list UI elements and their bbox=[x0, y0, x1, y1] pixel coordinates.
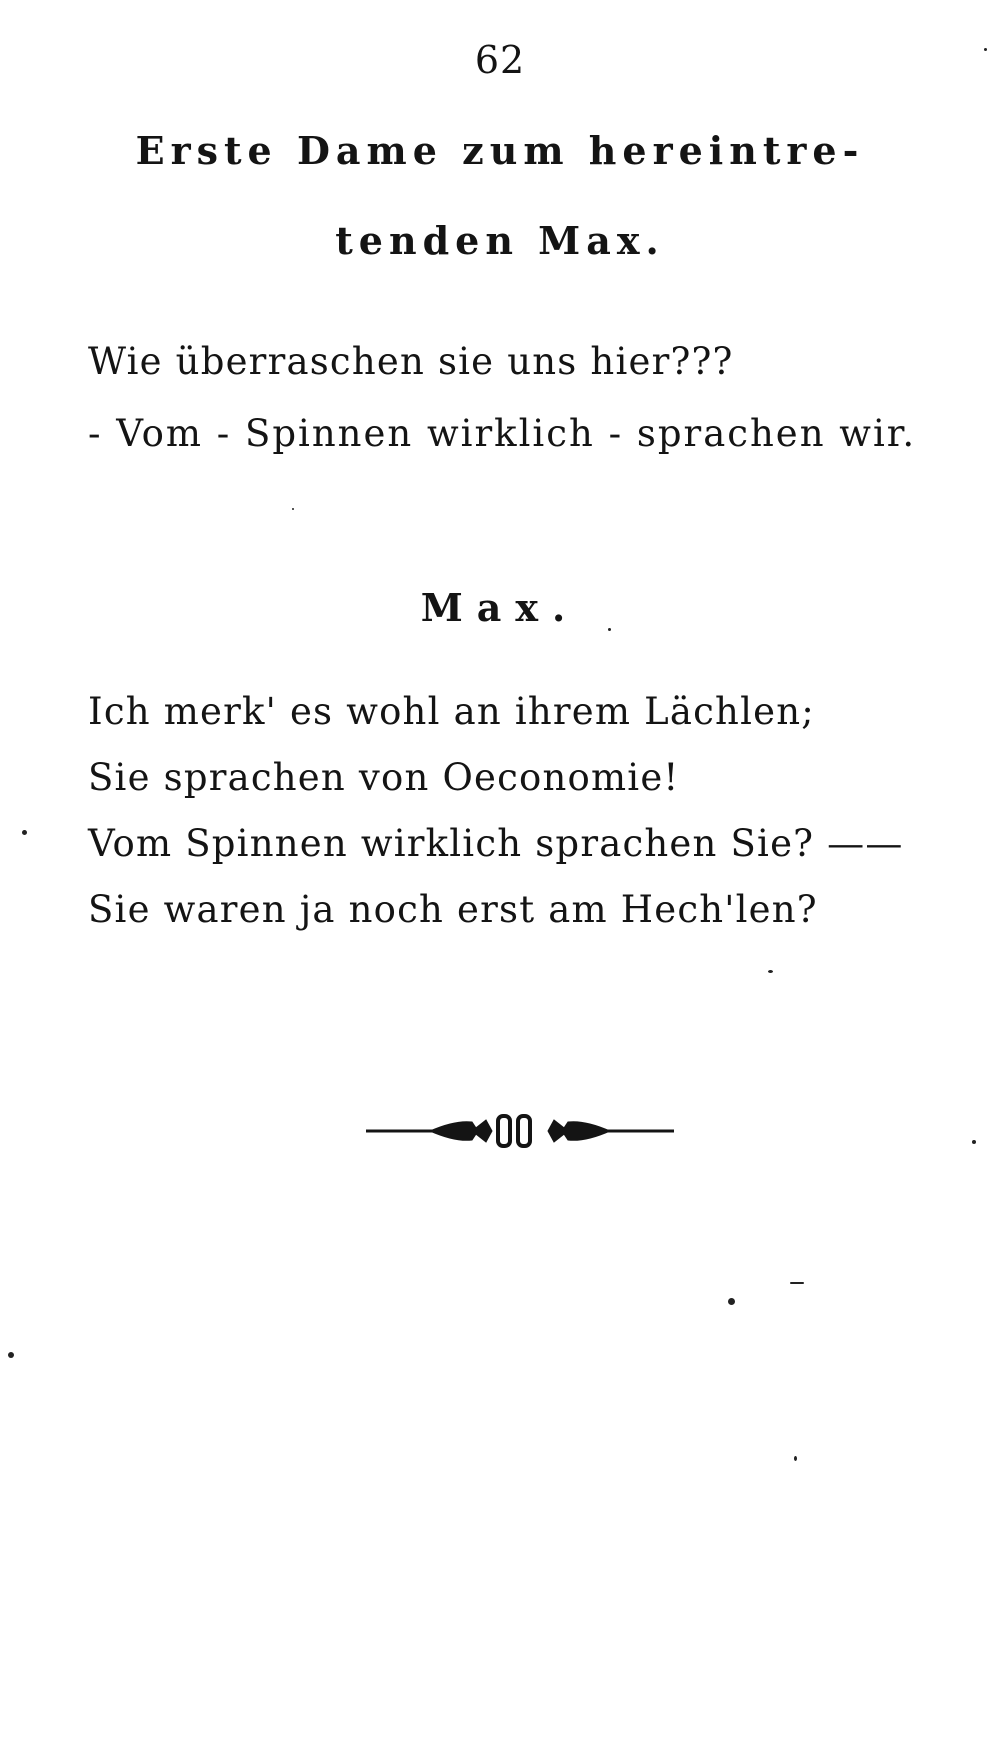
page-number: 62 bbox=[474, 38, 526, 82]
tailpiece-ornament-icon bbox=[360, 1108, 680, 1154]
verse-line: Vom Spinnen wirklich sprachen Sie? —— bbox=[88, 822, 904, 865]
verse-line: Ich merk' es wohl an ihrem Lächlen; bbox=[88, 690, 815, 733]
paper-speck bbox=[794, 1456, 797, 1461]
speaker-name: Max. bbox=[420, 585, 580, 630]
paper-speck bbox=[790, 1282, 804, 1284]
verse-line: Sie sprachen von Oeconomie! bbox=[88, 756, 680, 799]
paper-speck bbox=[22, 830, 27, 835]
stage-direction-line-2: tenden Max. bbox=[335, 218, 665, 263]
paper-speck bbox=[292, 508, 294, 510]
verse-line: Sie waren ja noch erst am Hech'len? bbox=[88, 888, 818, 931]
stage-direction-line-1: Erste Dame zum hereintre- bbox=[135, 128, 865, 173]
paper-speck bbox=[972, 1140, 976, 1144]
verse-line: - Vom - Spinnen wirklich - sprachen wir. bbox=[88, 412, 917, 455]
paper-speck bbox=[768, 970, 773, 973]
verse-line: Wie überraschen sie uns hier??? bbox=[88, 340, 734, 383]
paper-speck bbox=[8, 1352, 14, 1358]
paper-speck bbox=[728, 1298, 735, 1305]
paper-speck bbox=[608, 628, 611, 631]
paper-speck bbox=[984, 48, 987, 51]
